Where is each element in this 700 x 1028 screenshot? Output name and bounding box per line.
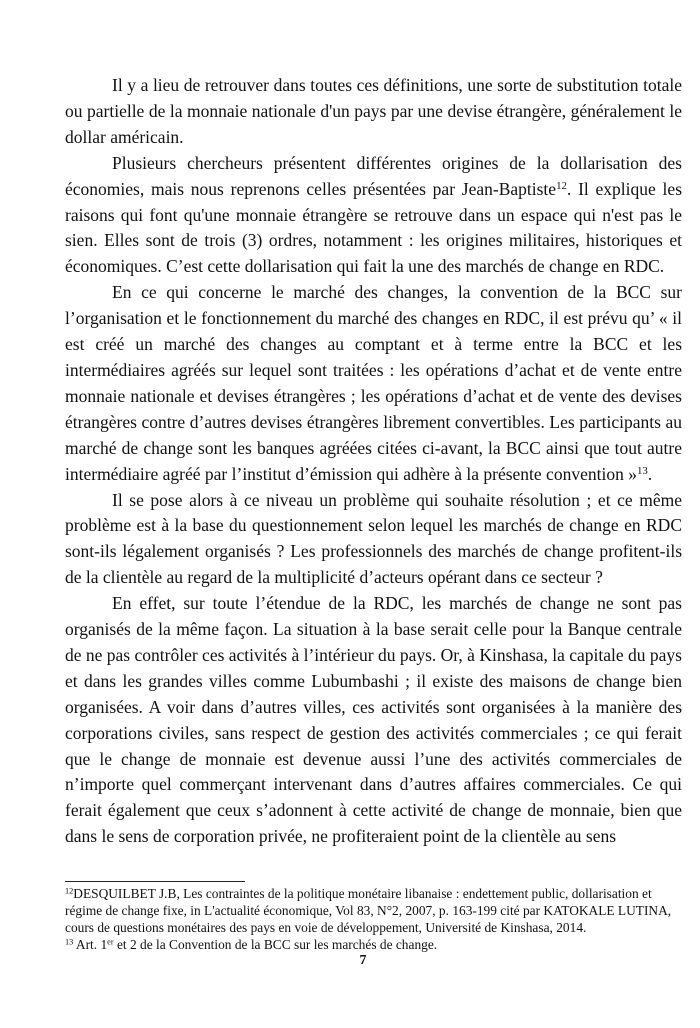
footnote-separator	[65, 881, 245, 882]
superscript: er	[107, 937, 114, 947]
page-number: 7	[359, 953, 367, 968]
paragraph-3	[65, 280, 682, 487]
footnote-ref-12[interactable]: 12	[556, 179, 567, 192]
footnote-ref-13[interactable]: 13	[636, 464, 648, 477]
paragraph-4	[65, 488, 682, 592]
paragraph-text: Plusieurs chercheurs présentent différentes origines de la dollarisation des économies, mais nous reprenons celles présentées par Jean-Baptiste	[65, 152, 682, 199]
paragraph-text: Il y a lieu de retrouver dans toutes ces définitions, une sorte de substitution totale ou partielle de la monnaie nationale d'un pays par une devise étrangère, généralement le dollar américain.	[65, 75, 682, 147]
footnote-number: 13	[65, 937, 74, 947]
paragraph-text: Il se pose alors à ce niveau un problème qui souhaite résolution ; et ce même problème est à la base du questionnement selon lequel les marchés de change en RDC sont-ils légalement organisés ? Les professionnels des marchés de change profitent-ils de la clientèle au regard de la multiplicité d’acteurs opérant dans ce secteur ?	[65, 489, 682, 588]
paragraph-2	[65, 151, 682, 281]
paragraph-text: En effet, sur toute l’étendue de la RDC, les marchés de change ne sont pas organisés de la même façon. La situation à la base serait celle pour la Banque centrale de ne pas contrôler ces activités à l’intérieur du pays. Or, à Kinshasa, la capitale du pays et dans les grandes villes comme Lubumbashi ; il existe des maisons de change bien organisées. A voir dans d’autres villes, ces activités sont organisées à la manière des corporations civiles, sans respect de gestion des activités commerciales ; ce qui ferait que le change de monnaie est devenue aussi l’une des activités commerciales de n’importe quel commerçant intervenant dans d’autres affaires commerciales. Ce qui ferait également que ceux s’adonnent à cette activité de change de monnaie, bien que dans le sens de corporation privée, ne profiteraient point de la clientèle au sens	[65, 593, 682, 847]
footnote-text: et 2 de la Convention de la BCC sur les marchés de change.	[113, 937, 438, 952]
footnote-13	[65, 936, 682, 953]
paragraph-text: . Il explique les raisons qui font qu'une monnaie étrangère se retrouve dans un espace qui n'est pas le sien. Elles sont de trois (3) ordres, notamment : les origines militaires, historiques et économiques. C’est cette dollarisation qui fait la une des marchés de change en RDC.	[65, 178, 683, 277]
footnote-text: Art. 1	[73, 937, 108, 952]
paragraph-text: .	[647, 463, 653, 484]
body-text	[65, 73, 682, 850]
footnotes	[65, 885, 682, 953]
paragraph-1	[65, 73, 682, 151]
footnote-12	[65, 885, 682, 936]
footnote-number: 12	[65, 886, 74, 896]
paragraph-5	[65, 591, 682, 850]
paragraph-text: En ce qui concerne le marché des changes, la convention de la BCC sur l’organisation et le fonctionnement du marché des changes en RDC, il est prévu qu’ « il est créé un marché des changes au comptant et à terme entre la BCC et les intermédiaires agréés sur lequel sont traitées : les opérations d’achat et de vente entre monnaie nationale et devises étrangères ; les opérations d’achat et de vente des devises étrangères contre d’autres devises étrangères librement convertibles. Les participants au marché de change sont les banques agréées citées ci-avant, la BCC ainsi que tout autre intermédiaire agréé par l’institut d’émission qui adhère à la présente convention »	[65, 282, 682, 484]
footnote-text: DESQUILBET J.B, Les contraintes de la politique monétaire libanaise : endettement public, dollarisation et régime de change fixe, in L'actualité économique, Vol 83, N°2, 2007, p. 163-199 cité par KATOKALE LUTINA, cours de questions monétaires des pays en voie de développement, Université de Kinshasa, 2014.	[65, 886, 672, 935]
